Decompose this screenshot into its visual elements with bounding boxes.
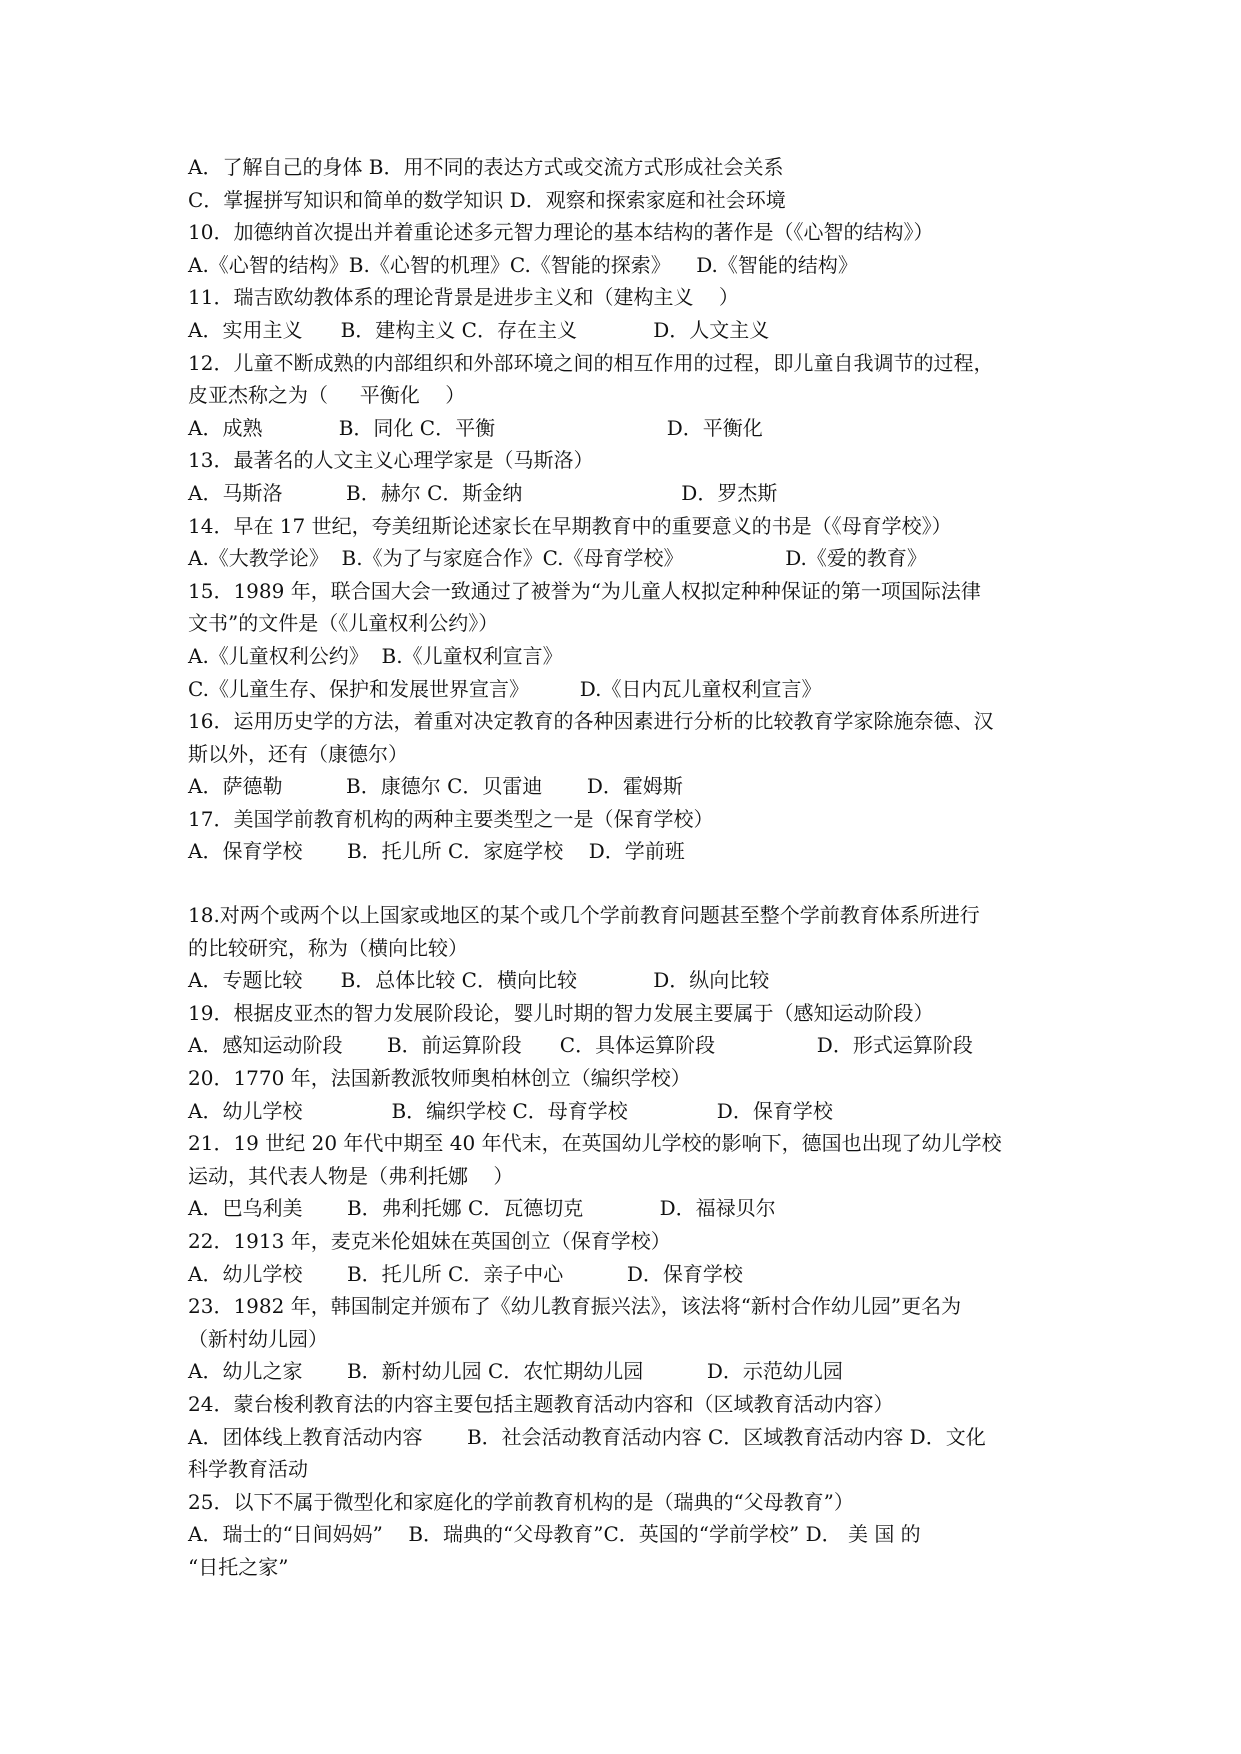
text-line: 25．以下不属于微型化和家庭化的学前教育机构的是（瑞典的“父母教育”） <box>188 1489 854 1514</box>
text-line: 23．1982 年，韩国制定并颁布了《幼儿教育振兴法》，该法将“新村合作幼儿园”更名为 <box>188 1294 962 1319</box>
text-line: （新村幼儿园） <box>188 1326 328 1351</box>
block-gap <box>188 868 1058 899</box>
text-line: A．马斯洛 B．赫尔 C．斯金纳 D．罗杰斯 <box>188 480 778 505</box>
text-line: 皮亚杰称之为（ 平衡化 ） <box>188 383 466 408</box>
text-line: 11．瑞吉欧幼教体系的理论背景是进步主义和（建构主义 ） <box>188 285 739 310</box>
text-line: 22．1913 年，麦克米伦姐妹在英国创立（保育学校） <box>188 1229 671 1253</box>
text-line: A．幼儿学校 B．托儿所 C．亲子中心 D．保育学校 <box>188 1261 743 1286</box>
text-line: A.《心智的结构》B.《心智的机理》C.《智能的探索》 D.《智能的结构》 <box>188 252 858 277</box>
text-line: A．感知运动阶段 B．前运算阶段 C．具体运算阶段 D．形式运算阶段 <box>188 1033 973 1058</box>
text-line: 的比较研究，称为（横向比较） <box>188 935 468 960</box>
text-line: A．了解自己的身体 B．用不同的表达方式或交流方式形成社会关系 <box>188 155 784 179</box>
text-line: A．保育学校 B．托儿所 C．家庭学校 D．学前班 <box>188 839 685 864</box>
text-line: 15．1989 年，联合国大会一致通过了被誉为“为儿童人权拟定种种保证的第一项国际法律 <box>188 578 981 603</box>
text-line: 17．美国学前教育机构的两种主要类型之一是（保育学校） <box>188 806 714 831</box>
text-line: A．成熟 B．同化 C．平衡 D．平衡化 <box>188 415 763 440</box>
text-line: A.《大教学论》 B.《为了与家庭合作》C.《母育学校》 D.《爱的教育》 <box>188 546 927 571</box>
text-line: A．专题比较 B．总体比较 C．横向比较 D．纵向比较 <box>188 968 770 993</box>
text-line: 19．根据皮亚杰的智力发展阶段论，婴儿时期的智力发展主要属于（感知运动阶段） <box>188 1000 934 1025</box>
text-line: C．掌握拼写知识和简单的数学知识 D．观察和探索家庭和社会环境 <box>188 187 786 212</box>
text-line: 运动，其代表人物是（弗利托娜 ） <box>188 1163 514 1188</box>
text-line: 10．加德纳首次提出并着重论述多元智力理论的基本结构的著作是（《心智的结构》） <box>188 220 934 245</box>
text-line: A．幼儿学校 B．编织学校 C．母育学校 D．保育学校 <box>188 1098 833 1123</box>
text-line: “日托之家” <box>188 1554 289 1579</box>
text-line: A．巴乌利美 B．弗利托娜 C．瓦德切克 D．福禄贝尔 <box>188 1196 776 1221</box>
text-line: A．瑞士的“日间妈妈” B．瑞典的“父母教育”C．英国的“学前学校” D． 美 国 的 <box>188 1522 921 1547</box>
text-line: A．团体线上教育活动内容 B．社会活动教育活动内容 C．区域教育活动内容 D．文化 <box>188 1424 986 1449</box>
text-line: 24．蒙台梭利教育法的内容主要包括主题教育活动内容和（区域教育活动内容） <box>188 1391 894 1416</box>
text-line: 18.对两个或两个以上国家或地区的某个或几个学前教育问题甚至整个学前教育体系所进行 <box>188 903 980 928</box>
text-line: 13．最著名的人文主义心理学家是（马斯洛） <box>188 448 594 473</box>
question-block-2 <box>188 899 1058 1583</box>
text-line: 斯以外，还有（康德尔） <box>188 741 408 766</box>
question-block-1 <box>188 151 1058 868</box>
text-line: 12．儿童不断成熟的内部组织和外部环境之间的相互作用的过程，即儿童自我调节的过程， <box>188 350 994 375</box>
text-line: A．实用主义 B．建构主义 C．存在主义 D．人文主义 <box>188 317 770 342</box>
text-line: 16．运用历史学的方法，着重对决定教育的各种因素进行分析的比较教育学家除施奈德、汉 <box>188 709 994 734</box>
question-list <box>188 151 1058 1584</box>
text-line: 科学教育活动 <box>188 1457 308 1482</box>
text-line: A．幼儿之家 B．新村幼儿园 C．农忙期幼儿园 D．示范幼儿园 <box>188 1359 843 1384</box>
text-line: A．萨德勒 B．康德尔 C．贝雷迪 D．霍姆斯 <box>188 774 683 799</box>
text-line: 14．早在 17 世纪，夸美纽斯论述家长在早期教育中的重要意义的书是（《母育学校》） <box>188 513 952 538</box>
text-line: 文书”的文件是（《儿童权利公约》） <box>188 611 499 636</box>
text-line: 21．19 世纪 20 年代中期至 40 年代末，在英国幼儿学校的影响下，德国也出现了幼儿学校 <box>188 1131 1002 1156</box>
text-line: 20．1770 年，法国新教派牧师奥柏林创立（编织学校） <box>188 1066 691 1091</box>
text-line: A.《儿童权利公约》 B.《儿童权利宣言》 <box>188 643 563 668</box>
text-line: C.《儿童生存、保护和发展世界宣言》 D.《日内瓦儿童权利宣言》 <box>188 676 822 701</box>
